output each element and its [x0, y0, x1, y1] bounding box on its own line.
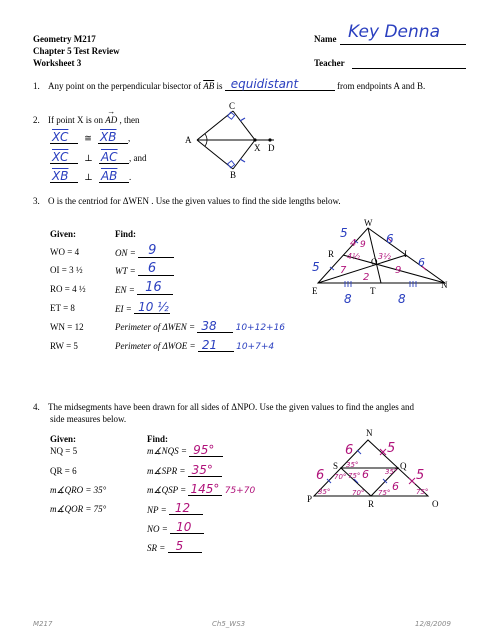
- q3-mark: 9: [360, 240, 366, 250]
- q3-answer-3: 16: [145, 280, 162, 295]
- q3-mark: 6: [386, 232, 394, 246]
- q3-mark: 6: [418, 256, 425, 269]
- q4-point-s: S: [333, 461, 339, 471]
- ray-arrow-icon: →: [107, 107, 116, 116]
- q3-mark: 5: [340, 226, 348, 240]
- q4-find-6: SR = 5: [147, 542, 202, 553]
- q4-text-1: The midsegments have been drawn for all sides of ΔNPO. Use the given values to find the angles and: [48, 402, 414, 412]
- q3-work-5: 10+12+16: [235, 323, 286, 333]
- q4-number: 4.: [33, 402, 40, 412]
- q4-answer-4: 12: [174, 501, 191, 515]
- q4-mark: 35°: [318, 488, 331, 496]
- q2-row3-right: $\overline{AB}$: [100, 169, 118, 183]
- q3-answer-6: 21: [201, 338, 218, 352]
- q3-find-label: Find:: [115, 229, 137, 239]
- perpendicular-symbol: ⊥: [84, 172, 93, 182]
- q4-mark: 6: [345, 443, 354, 458]
- q2-point-a: A: [185, 135, 192, 145]
- q2-point-b: B: [230, 170, 237, 180]
- q3-find-4: EI = 10 ½: [115, 300, 169, 314]
- q4-find-4: NP = 12: [147, 504, 203, 515]
- q3-answer-4: 10 ½: [138, 300, 169, 314]
- q3-mark: 4: [350, 238, 357, 249]
- q4-mark: 70°: [334, 473, 347, 481]
- q3-point-i: I: [404, 249, 407, 259]
- q2-point-d: D: [268, 143, 275, 153]
- chapter-title: Chapter 5 Test Review: [33, 46, 120, 56]
- name-value: Key Denna: [348, 22, 440, 42]
- q4-answer-5: 10: [176, 520, 192, 534]
- q3-given-1: WO = 4: [50, 247, 80, 257]
- q2-row2-left: $\overline{XC}$: [52, 150, 69, 164]
- q4-mark: 5: [416, 468, 425, 483]
- q4-given-4: m∡QOR = 75°: [50, 504, 107, 514]
- q4-mark: 35°: [346, 461, 359, 469]
- q3-given-4: ET = 8: [50, 303, 75, 313]
- q4-point-n: N: [366, 428, 373, 438]
- q3-find-3: EN = 16: [115, 284, 173, 295]
- q4-text-2: side measures below.: [50, 414, 127, 424]
- q3-find-1: ON = 9: [115, 247, 174, 258]
- q3-find-5: Perimeter of ΔWEN = 38 10+12+16: [115, 319, 286, 333]
- q3-mark: 4½: [347, 252, 360, 261]
- q2-text: If point X is on: [48, 115, 103, 125]
- q2-row1-left: $\overline{XC}$: [52, 130, 69, 144]
- q3-point-o: O: [371, 257, 378, 267]
- q4-find-3: m∡QSP = 145° 75+70: [147, 482, 256, 496]
- q4-find-label: Find:: [147, 434, 169, 444]
- footer-left: M217: [33, 620, 53, 628]
- q4-given-2: QR = 6: [50, 466, 77, 476]
- q3-mark: 3½: [378, 252, 391, 261]
- q2-point-x: X: [254, 143, 261, 153]
- q4-mark: 6: [362, 468, 369, 481]
- q4-mark: 75°: [348, 472, 361, 480]
- q4-given-label: Given:: [50, 434, 76, 444]
- q4-find-2: m∡SPR = 35°: [147, 466, 222, 477]
- q2-ray: → AD: [105, 107, 118, 125]
- q4-mark: 70°: [352, 489, 365, 497]
- q1-segment: $\overline{AB}$: [203, 81, 215, 91]
- q1-is: is: [216, 81, 223, 91]
- q1-text-after: from endpoints A and B.: [336, 81, 426, 91]
- course-title: Geometry M217: [33, 34, 96, 44]
- q4-line-1: [33, 402, 414, 412]
- q4-answer-1: 95°: [193, 443, 215, 457]
- q3-mark: 8: [398, 292, 406, 306]
- q4-point-q: Q: [400, 461, 407, 471]
- q3-point-t: T: [370, 286, 376, 296]
- q4-mark: 5: [387, 441, 396, 456]
- q3-given-2: OI = 3 ½: [50, 265, 83, 275]
- q3-find-6: Perimeter of ΔWOE = 21 10+7+4: [115, 338, 275, 352]
- q2-row3-left: $\overline{XB}$: [52, 169, 69, 183]
- q4-mark: 35°: [385, 468, 398, 476]
- q4-find-5: NO = 10: [147, 523, 204, 534]
- q4-answer-6: 5: [175, 539, 184, 553]
- q3-point-r: R: [328, 249, 335, 259]
- q1-answer: equidistant: [230, 77, 299, 91]
- q2-row-1: $\overline{XC}$ ≅ $\overline{XB}$ ,: [52, 130, 131, 144]
- q2-row-2: $\overline{XC}$ ⊥ $\overline{AC}$ , and: [52, 150, 147, 164]
- name-label: Name: [314, 34, 337, 44]
- q4-mark: 6: [392, 480, 399, 493]
- name-line: [340, 44, 466, 45]
- q2-point-c: C: [229, 101, 236, 111]
- q3-answer-5: 38: [201, 319, 217, 333]
- q3-given-6: RW = 5: [50, 341, 78, 351]
- footer-right: 12/8/2009: [415, 620, 451, 628]
- q4-mark: 6: [316, 468, 325, 483]
- q3-mark: 8: [344, 292, 352, 306]
- q2-row-3: $\overline{XB}$ ⊥ $\overline{AB}$ .: [52, 169, 132, 183]
- q3-point-w: W: [364, 218, 373, 228]
- q3-mark: 2: [363, 272, 370, 283]
- q4-given-1: NQ = 5: [50, 446, 78, 456]
- q2-row2-right: $\overline{AC}$: [100, 150, 118, 164]
- q3-text: O is the centriod for ΔWEN . Use the given values to find the side lengths below.: [48, 196, 341, 206]
- q2-number: 2.: [33, 115, 40, 125]
- q3-given-5: WN = 12: [50, 322, 84, 332]
- q4-answer-3: 145°: [190, 482, 220, 496]
- q2-then: , then: [119, 115, 140, 125]
- q4-point-p: P: [307, 494, 313, 504]
- q4-point-r: R: [368, 499, 375, 509]
- q3-find-2: WT = 6: [115, 265, 174, 276]
- q4-answer-2: 35°: [191, 463, 213, 477]
- worksheet-title: Worksheet 3: [33, 58, 82, 68]
- perpendicular-symbol: ⊥: [84, 153, 93, 163]
- q3-mark: 7: [340, 265, 347, 276]
- q2-line: [33, 107, 140, 125]
- teacher-line: [352, 68, 466, 69]
- teacher-label: Teacher: [314, 58, 345, 68]
- q3-given-label: Given:: [50, 229, 76, 239]
- q4-find-1: m∡NQS = 95°: [147, 446, 223, 457]
- q1-answer-blank: [225, 77, 335, 91]
- q4-given-3: m∡QRO = 35°: [50, 485, 107, 495]
- q4-work-3: 75+70: [224, 486, 256, 496]
- q3-mark: 9: [395, 265, 402, 276]
- q4-point-o: O: [432, 499, 439, 509]
- q3-line: [33, 196, 341, 206]
- q4-mark: 75°: [378, 489, 391, 497]
- q3-point-e: E: [312, 286, 318, 296]
- q1-number: 1.: [33, 81, 40, 91]
- footer-center: Ch5_WS3: [212, 620, 246, 628]
- q3-answer-1: 9: [148, 243, 157, 258]
- q3-point-n: N: [441, 280, 448, 290]
- q2-row1-right: $\overline{XB}$: [100, 130, 117, 144]
- q1-text-before: Any point on the perpendicular bisector of: [48, 81, 201, 91]
- q3-number: 3.: [33, 196, 40, 206]
- q1-line: [33, 77, 426, 91]
- congruent-symbol: ≅: [84, 133, 92, 143]
- q3-mark: 5: [312, 260, 320, 274]
- q3-work-6: 10+7+4: [236, 342, 275, 352]
- q4-mark: 75°: [416, 488, 429, 496]
- q3-answer-2: 6: [147, 261, 157, 276]
- q3-given-3: RO = 4 ½: [50, 284, 86, 294]
